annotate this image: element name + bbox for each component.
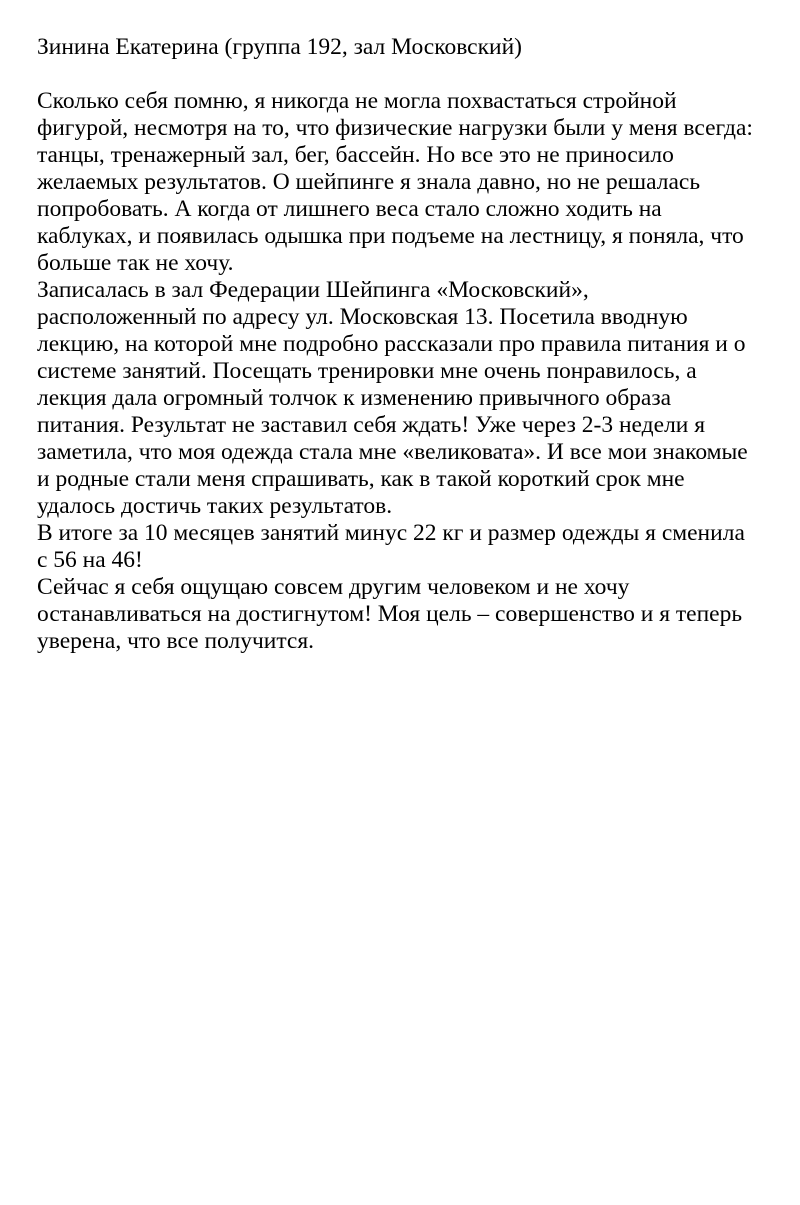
blank-line <box>37 61 790 88</box>
document-title: Зинина Екатерина (группа 192, зал Московский) <box>37 34 522 60</box>
paragraph-conclusion <box>37 574 790 655</box>
text-line: Записалась в зал Федерации Шейпинга «Московский», <box>37 277 589 303</box>
text-line: Сейчас я себя ощущаю совсем другим человеком и не хочу <box>37 574 630 600</box>
paragraph-results <box>37 520 790 574</box>
text-line: с 56 на 46! <box>37 547 143 573</box>
text-line: попробовать. А когда от лишнего веса стало сложно ходить на <box>37 196 662 222</box>
text-line: лекция дала огромный толчок к изменению привычного образа <box>37 385 672 411</box>
text-line: желаемых результатов. О шейпинге я знала давно, но не решалась <box>37 169 701 195</box>
text-line: фигурой, несмотря на то, что физические нагрузки были у меня всегда: <box>37 115 753 141</box>
text-line: танцы, тренажерный зал, бег, бассейн. Но все это не приносило <box>37 142 674 168</box>
text-line: каблуках, и появилась одышка при подъеме на лестницу, я поняла, что <box>37 223 744 249</box>
document-body <box>37 34 790 655</box>
text-line: уверена, что все получится. <box>37 628 315 654</box>
text-line: и родные стали меня спрашивать, как в такой короткий срок мне <box>37 466 685 492</box>
text-line: В итоге за 10 месяцев занятий минус 22 кг и размер одежды я сменила <box>37 520 745 546</box>
text-line: лекцию, на которой мне подробно рассказали про правила питания и о <box>37 331 746 357</box>
text-line: заметила, что моя одежда стала мне «великовата». И все мои знакомые <box>37 439 748 465</box>
paragraph-intro <box>37 88 790 277</box>
text-line: Сколько себя помню, я никогда не могла похвастаться стройной <box>37 88 677 114</box>
text-line: останавливаться на достигнутом! Моя цель – совершенство и я теперь <box>37 601 743 627</box>
text-line: системе занятий. Посещать тренировки мне очень понравилось, а <box>37 358 697 384</box>
text-line: расположенный по адресу ул. Московская 13. Посетила вводную <box>37 304 688 330</box>
text-line: больше так не хочу. <box>37 250 234 276</box>
paragraph-enrollment <box>37 277 790 520</box>
text-line: питания. Результат не заставил себя ждать! Уже через 2-3 недели я <box>37 412 706 438</box>
text-line: удалось достичь таких результатов. <box>37 493 393 519</box>
